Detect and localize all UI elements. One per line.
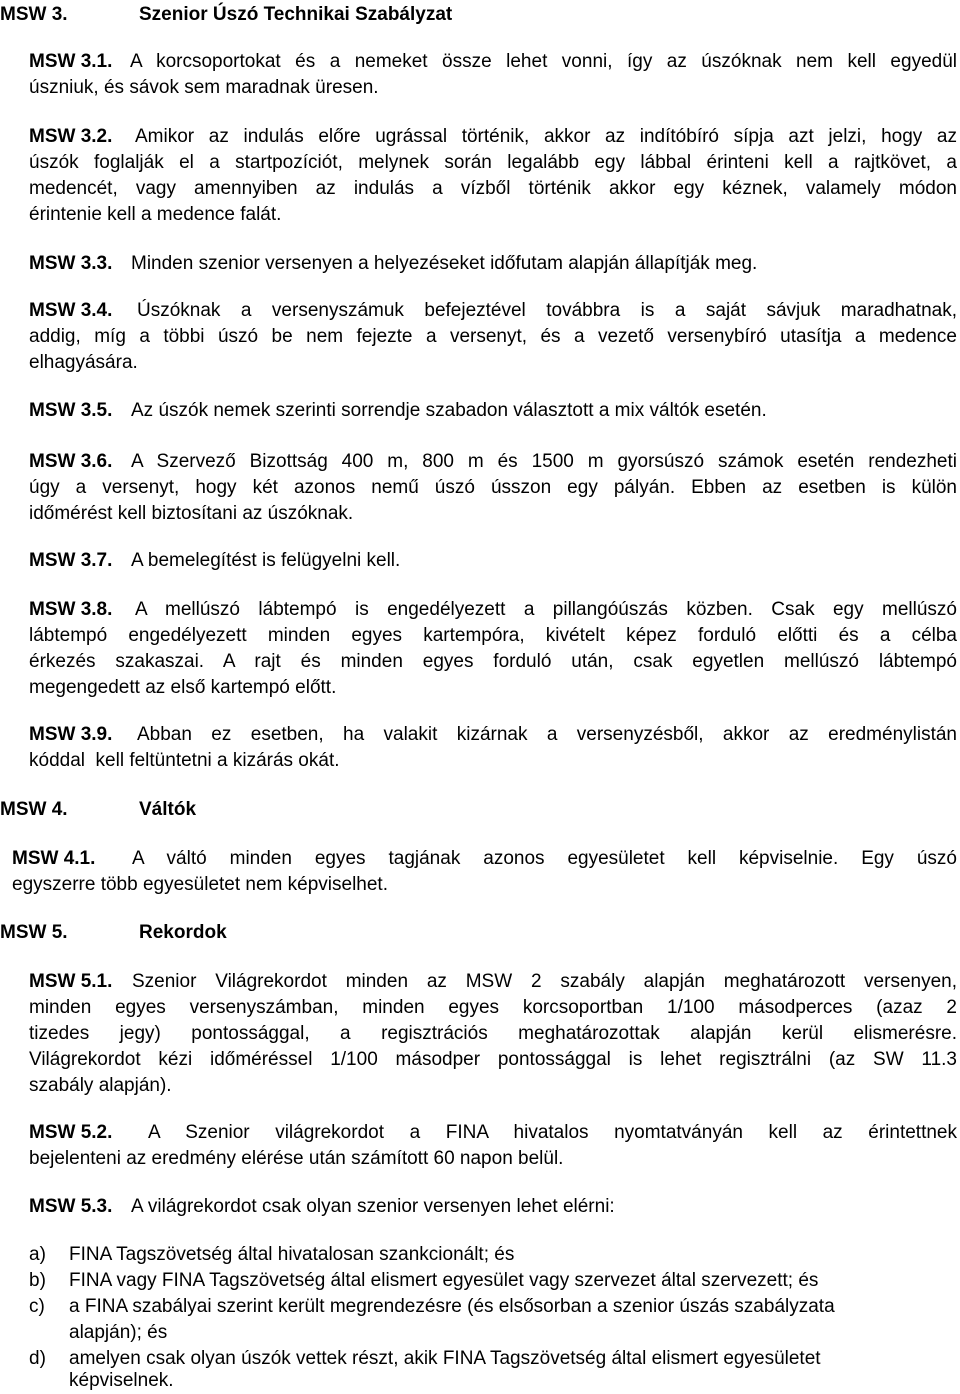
rule-text-line: Abban ez esetben, ha valakit kizárnak a versenyzésből, akkor az eredménylistán (137, 724, 957, 745)
rule-text-line: Amikor az indulás előre ugrással történik, akkor az indítóbíró sípja azt jelzi, hogy az (135, 126, 957, 147)
rule-text-line: A bemelegítést is felügyelni kell. (131, 550, 401, 571)
section-number: MSW 5. (0, 922, 68, 943)
section-title: Váltók (139, 799, 197, 820)
rule-text-line: A Szervező Bizottság 400 m, 800 m és 1500 m gyorsúszó számok esetén rendezheti (131, 451, 957, 472)
rule-number: MSW 3.8. (29, 599, 113, 620)
rule-number: MSW 3.2. (29, 126, 113, 147)
rule-text-line: úgy a versenyt, hogy két azonos nemű úszó ússzon egy pályán. Ebben az esetben is külön (29, 477, 957, 498)
rule-number: MSW 5.2. (29, 1122, 113, 1143)
list-item-text-continued: képviselnek. (69, 1370, 174, 1391)
rule-text-line: Minden szenior versenyen a helyezéseket időfutam alapján állapítják meg. (131, 253, 758, 274)
rule-number: MSW 5.3. (29, 1196, 113, 1217)
rule-text-line: A Szenior világrekordot a FINA hivatalos nyomtatványán kell az érintettnek (148, 1122, 957, 1143)
rule-text-line: Világrekordot kézi időméréssel 1/100 másodper pontossággal is lehet regisztrálni (az SW 11.3 (29, 1049, 957, 1070)
rule-text-line: szabály alapján). (29, 1075, 172, 1096)
rule-text-line: megengedett az első kartempó előtt. (29, 677, 337, 698)
rule-text-line: érintenie kell a medence falát. (29, 204, 282, 225)
section-number: MSW 4. (0, 799, 68, 820)
rule-text-line: A korcsoportokat és a nemeket össze lehet vonni, így az úszóknak nem kell egyedül (130, 51, 957, 72)
rule-text-line: úszniuk, és sávok sem maradnak üresen. (29, 77, 379, 98)
list-item-text: a FINA szabályai szerint került megrendezésre (és elsősorban a szenior úszás szabályzata (69, 1296, 835, 1317)
rule-text-line: időmérést kell biztosítani az úszóknak. (29, 503, 354, 524)
rule-text-line: minden egyes versenyszámban, minden egyes korcsoportban 1/100 másodperces (azaz 2 (29, 997, 957, 1018)
rule-text-line: érkezés szakaszai. A rajt és minden egyes forduló után, csak egyetlen mellúszó lábtempó (29, 651, 957, 672)
rule-text-line: Szenior Világrekordot minden az MSW 2 szabály alapján meghatározott versenyen, (132, 971, 957, 992)
rule-text-line: kóddal kell feltüntetni a kizárás okát. (29, 750, 340, 771)
rule-number: MSW 3.4. (29, 300, 113, 321)
rule-number: MSW 3.1. (29, 51, 113, 72)
rule-text-line: A mellúszó lábtempó is engedélyezett a pillangóúszás közben. Csak egy mellúszó (135, 599, 957, 620)
rule-number: MSW 3.3. (29, 253, 113, 274)
rule-text-line: egyszerre több egyesületet nem képviselhet. (12, 874, 388, 895)
list-item-letter: d) (29, 1348, 46, 1369)
list-item-text: FINA Tagszövetség által hivatalosan szankcionált; és (69, 1244, 515, 1265)
section-number: MSW 3. (0, 4, 68, 25)
list-item-text-continued: alapján); és (69, 1322, 168, 1343)
rule-number: MSW 3.5. (29, 400, 113, 421)
list-item-text: amelyen csak olyan úszók vettek részt, akik FINA Tagszövetség által elismert egyesületet (69, 1348, 821, 1369)
section-title: Szenior Úszó Technikai Szabályzat (139, 4, 453, 25)
rule-number: MSW 5.1. (29, 971, 113, 992)
rule-text-line: bejelenteni az eredmény elérése után számított 60 napon belül. (29, 1148, 564, 1169)
rule-number: MSW 3.9. (29, 724, 113, 745)
rule-text-line: lábtempó engedélyezett minden egyes kartempóra, kivételt képez forduló előtti és a célba (29, 625, 957, 646)
rule-text-line: Az úszók nemek szerinti sorrendje szabadon választott a mix váltók esetén. (131, 400, 767, 421)
rule-number: MSW 4.1. (12, 848, 96, 869)
rule-text-line: tizedes jegy) pontossággal, a regisztrációs meghatározottak alapján kerül elismerésre. (29, 1023, 957, 1044)
list-item-letter: c) (29, 1296, 45, 1317)
rule-text-line: A világrekordot csak olyan szenior versenyen lehet elérni: (131, 1196, 615, 1217)
rule-number: MSW 3.7. (29, 550, 113, 571)
rule-text-line: addig, míg a többi úszó be nem fejezte a versenyt, és a vezető versenybíró utasítja a medence (29, 326, 957, 347)
rule-text-line: A váltó minden egyes tagjának azonos egyesületet kell képviselnie. Egy úszó (132, 848, 957, 869)
section-title: Rekordok (139, 922, 227, 943)
rule-text-line: úszók foglalják el a startpozíciót, melynek során legalább egy lábbal érinteni kell a rajtkövet, a (29, 152, 957, 173)
rule-text-line: Úszóknak a versenyszámuk befejeztével továbbra is a saját sávjuk maradhatnak, (137, 300, 957, 321)
list-item-letter: b) (29, 1270, 46, 1291)
rule-number: MSW 3.6. (29, 451, 113, 472)
rule-text-line: medencét, vagy amennyiben az indulás a vízből történik akkor egy kéznek, valamely módon (29, 178, 957, 199)
list-item-text: FINA vagy FINA Tagszövetség által elismert egyesület vagy szervezet által szervezett; és (69, 1270, 819, 1291)
list-item-letter: a) (29, 1244, 46, 1265)
rule-text-line: elhagyására. (29, 352, 138, 373)
